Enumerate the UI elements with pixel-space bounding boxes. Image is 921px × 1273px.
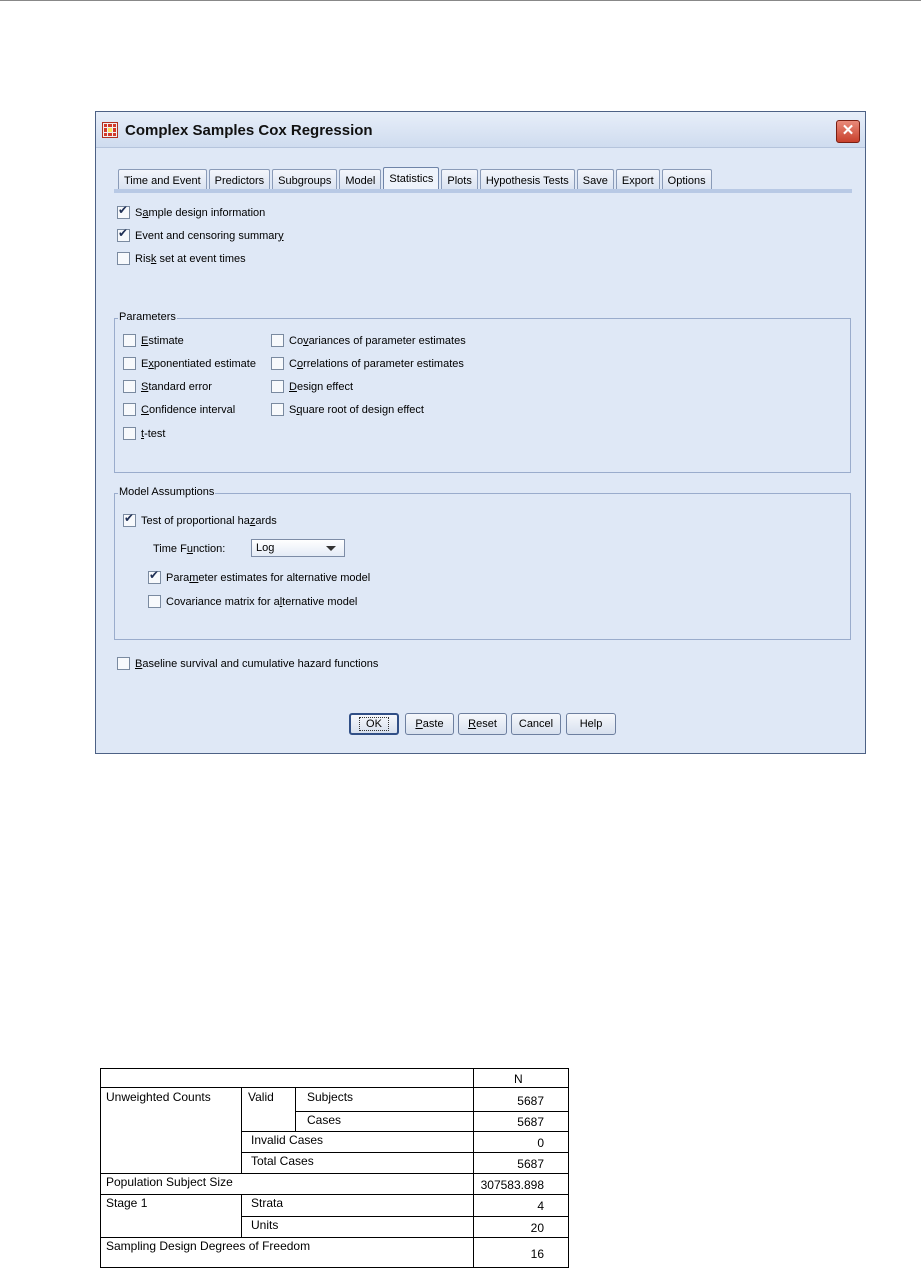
title-bar[interactable] — [96, 112, 865, 148]
checkbox-box[interactable] — [123, 380, 136, 393]
table-rule — [241, 1194, 242, 1237]
alt-param-estimates-checkbox[interactable] — [148, 571, 370, 584]
invalid-cases-label: Invalid Cases — [251, 1133, 324, 1147]
time-function-select[interactable] — [251, 539, 345, 557]
sqrt-design-effect-checkbox[interactable] — [271, 403, 424, 416]
tab-strip — [118, 167, 714, 189]
table-rule — [101, 1237, 568, 1238]
checkbox-box[interactable] — [271, 334, 284, 347]
sample-design-table — [100, 1068, 569, 1268]
checkbox-box[interactable] — [123, 334, 136, 347]
total-cases-label: Total Cases — [251, 1154, 314, 1168]
correlations-label: Correlations of parameter estimates — [289, 357, 464, 370]
checkbox-box[interactable] — [123, 357, 136, 370]
cancel-button[interactable]: Cancel — [511, 713, 561, 735]
population-subject-size-label: Population Subject Size — [106, 1175, 233, 1189]
estimate-label: Estimate — [141, 334, 184, 347]
checkbox-box[interactable] — [117, 229, 130, 242]
checkbox-box[interactable] — [148, 571, 161, 584]
tab-time-and-event[interactable]: Time and Event — [118, 169, 207, 191]
close-icon[interactable]: ✕ — [836, 120, 860, 143]
checkbox-box[interactable] — [117, 206, 130, 219]
checkbox-box[interactable] — [148, 595, 161, 608]
proportional-hazards-label: Test of proportional hazards — [141, 514, 277, 527]
time-function-label: Time Function: — [153, 543, 226, 555]
population-subject-size-value: 307583.898 — [480, 1178, 544, 1192]
reset-button[interactable]: Reset — [458, 713, 507, 735]
alt-cov-matrix-label: Covariance matrix for alternative model — [166, 595, 358, 608]
strata-label: Strata — [251, 1196, 284, 1210]
checkbox-box[interactable] — [271, 380, 284, 393]
proportional-hazards-checkbox[interactable] — [123, 514, 277, 527]
exponentiated-estimate-checkbox[interactable] — [123, 357, 256, 370]
spss-table-icon — [102, 122, 118, 138]
table-rule — [101, 1194, 568, 1195]
unweighted-counts-label: Unweighted Counts — [106, 1090, 211, 1104]
ok-button[interactable]: OK — [349, 713, 399, 735]
covariances-checkbox[interactable] — [271, 334, 466, 347]
confidence-interval-label: Confidence interval — [141, 403, 236, 416]
baseline-survival-label: Baseline survival and cumulative hazard functions — [135, 657, 379, 670]
table-rule — [241, 1131, 568, 1132]
units-value: 20 — [530, 1221, 544, 1235]
checkbox-box[interactable] — [271, 357, 284, 370]
table-rule — [241, 1216, 568, 1217]
checkbox-box[interactable] — [123, 427, 136, 440]
exponentiated-estimate-label: Exponentiated estimate — [141, 357, 256, 370]
sampling-df-value: 16 — [530, 1247, 544, 1261]
subjects-value: 5687 — [517, 1094, 544, 1108]
tab-save[interactable]: Save — [577, 169, 614, 191]
sample-design-label: Sample design information — [135, 206, 266, 219]
t-test-label: t-test — [141, 427, 166, 440]
table-rule — [101, 1087, 568, 1088]
design-effect-label: Design effect — [289, 380, 354, 393]
page-top-rule — [0, 0, 921, 1]
design-effect-checkbox[interactable] — [271, 380, 353, 393]
confidence-interval-checkbox[interactable] — [123, 403, 235, 416]
correlations-checkbox[interactable] — [271, 357, 464, 370]
table-rule — [473, 1069, 474, 1267]
event-censoring-summary-checkbox[interactable] — [117, 229, 284, 242]
standard-error-label: Standard error — [141, 380, 212, 393]
help-button[interactable]: Help — [566, 713, 616, 735]
event-censoring-summary-label: Event and censoring summary — [135, 229, 284, 242]
sqrt-design-effect-label: Square root of design effect — [289, 403, 424, 416]
subjects-label: Subjects — [307, 1090, 354, 1104]
parameters-group — [114, 311, 851, 473]
invalid-cases-value: 0 — [537, 1136, 544, 1150]
cases-label: Cases — [307, 1113, 342, 1127]
stage1-label: Stage 1 — [106, 1196, 148, 1210]
cox-regression-dialog — [95, 111, 866, 754]
tab-plots[interactable]: Plots — [441, 169, 477, 191]
tab-hypothesis-tests[interactable]: Hypothesis Tests — [480, 169, 575, 191]
total-cases-value: 5687 — [517, 1157, 544, 1171]
sample-design-checkbox[interactable] — [117, 206, 265, 219]
table-rule — [295, 1087, 296, 1131]
paste-button[interactable]: Paste — [405, 713, 454, 735]
tab-subgroups[interactable]: Subgroups — [272, 169, 337, 191]
dropdown-arrow-icon[interactable] — [326, 546, 336, 551]
risk-set-checkbox[interactable] — [117, 252, 246, 265]
checkbox-box[interactable] — [117, 252, 130, 265]
parameters-group-label: Parameters — [119, 311, 176, 323]
baseline-survival-checkbox[interactable] — [117, 657, 378, 670]
tab-options[interactable]: Options — [662, 169, 712, 191]
sampling-df-label: Sampling Design Degrees of Freedom — [106, 1239, 311, 1253]
units-label: Units — [251, 1218, 279, 1232]
tab-panel-border — [114, 189, 852, 193]
cases-value: 5687 — [517, 1115, 544, 1129]
dialog-title: Complex Samples Cox Regression — [125, 122, 373, 139]
t-test-checkbox[interactable] — [123, 427, 165, 440]
tab-statistics[interactable]: Statistics — [383, 167, 439, 191]
checkbox-box[interactable] — [123, 514, 136, 527]
checkbox-box[interactable] — [123, 403, 136, 416]
time-function-value: Log — [256, 542, 275, 554]
covariances-label: Covariances of parameter estimates — [289, 334, 466, 347]
tab-model[interactable]: Model — [339, 169, 381, 191]
standard-error-checkbox[interactable] — [123, 380, 212, 393]
table-rule — [241, 1087, 242, 1173]
tab-predictors[interactable]: Predictors — [209, 169, 271, 191]
header-n: N — [514, 1072, 523, 1086]
valid-label: Valid — [248, 1090, 274, 1104]
alt-param-estimates-label: Parameter estimates for alternative model — [166, 571, 371, 584]
tab-export[interactable]: Export — [616, 169, 660, 191]
table-rule — [295, 1111, 568, 1112]
model-assumptions-group-label: Model Assumptions — [119, 486, 215, 498]
alt-cov-matrix-checkbox[interactable] — [148, 595, 357, 608]
checkbox-box[interactable] — [271, 403, 284, 416]
strata-value: 4 — [537, 1199, 544, 1213]
estimate-checkbox[interactable] — [123, 334, 184, 347]
table-rule — [101, 1173, 568, 1174]
checkbox-box[interactable] — [117, 657, 130, 670]
table-rule — [241, 1152, 568, 1153]
risk-set-label: Risk set at event times — [135, 252, 246, 265]
